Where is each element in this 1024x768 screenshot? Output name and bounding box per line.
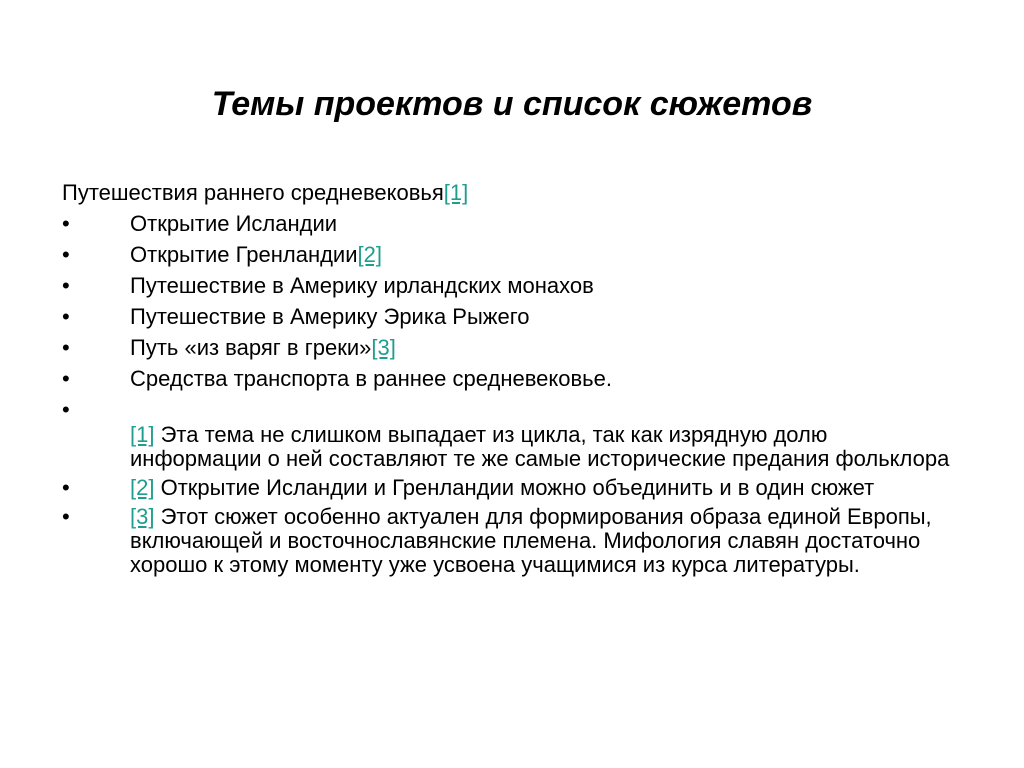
footnote-ref-2[interactable]: [2] <box>130 475 155 500</box>
empty-list-item <box>62 397 962 423</box>
bullet: • <box>62 304 70 329</box>
bullet: • <box>62 335 70 360</box>
list-item-label: Путь «из варяг в греки» <box>130 335 372 360</box>
bullet: • <box>62 504 70 529</box>
list-item-label: Открытие Гренландии <box>130 242 358 267</box>
footnote-text <box>130 505 962 577</box>
list-item-text <box>130 211 962 237</box>
intro-line <box>62 180 962 211</box>
bullet: • <box>62 273 70 298</box>
list-item <box>62 304 962 330</box>
list-item <box>62 242 962 268</box>
list-item-label: Средства транспорта в раннее средневековье. <box>130 366 612 391</box>
footnote-text <box>130 423 962 471</box>
list-item-text <box>130 242 962 268</box>
list-item <box>62 366 962 392</box>
list-item <box>62 273 962 299</box>
footnote-item <box>62 476 962 500</box>
bullet: • <box>62 397 70 422</box>
list-item-text <box>130 304 962 330</box>
list-item-text <box>130 273 962 299</box>
intro-text: Путешествия раннего средневековья <box>62 180 444 205</box>
footnote-link-3[interactable]: [3] <box>371 335 396 360</box>
bullet: • <box>62 242 70 267</box>
bullet: • <box>62 366 70 391</box>
list-item-label: Путешествие в Америку ирландских монахов <box>130 273 594 298</box>
footnote-ref-3[interactable]: [3] <box>130 504 155 529</box>
footnote-body: Эта тема не слишком выпадает из цикла, так как изрядную долю информации о ней составляют те же самые исторические предания фольклора <box>130 422 950 471</box>
bullet: • <box>62 211 70 236</box>
slide-content <box>62 180 962 582</box>
bullet: • <box>62 475 70 500</box>
list-item-label: Путешествие в Америку Эрика Рыжего <box>130 304 530 329</box>
list-item <box>62 335 962 361</box>
footnote-text <box>130 476 962 500</box>
footnote-item <box>62 423 962 471</box>
footnote-ref-1[interactable]: [1] <box>130 422 155 447</box>
footnote-body: Открытие Исландии и Гренландии можно объединить и в один сюжет <box>154 475 875 500</box>
slide-title: Темы проектов и список сюжетов <box>211 85 813 123</box>
footnote-link-1[interactable]: [1] <box>443 180 469 205</box>
list-item-text <box>130 366 962 392</box>
footnote-item <box>62 505 962 577</box>
list-item <box>62 211 962 237</box>
footnote-link-2[interactable]: [2] <box>357 242 382 267</box>
list-item-text <box>130 335 962 361</box>
footnote-body: Этот сюжет особенно актуален для формирования образа единой Европы, включающей и восточнославянские племена. Мифология славян достаточно хорошо к этому моменту уже усвоена учащимися из курса литературы. <box>130 504 932 577</box>
list-item-label: Открытие Исландии <box>130 211 338 236</box>
